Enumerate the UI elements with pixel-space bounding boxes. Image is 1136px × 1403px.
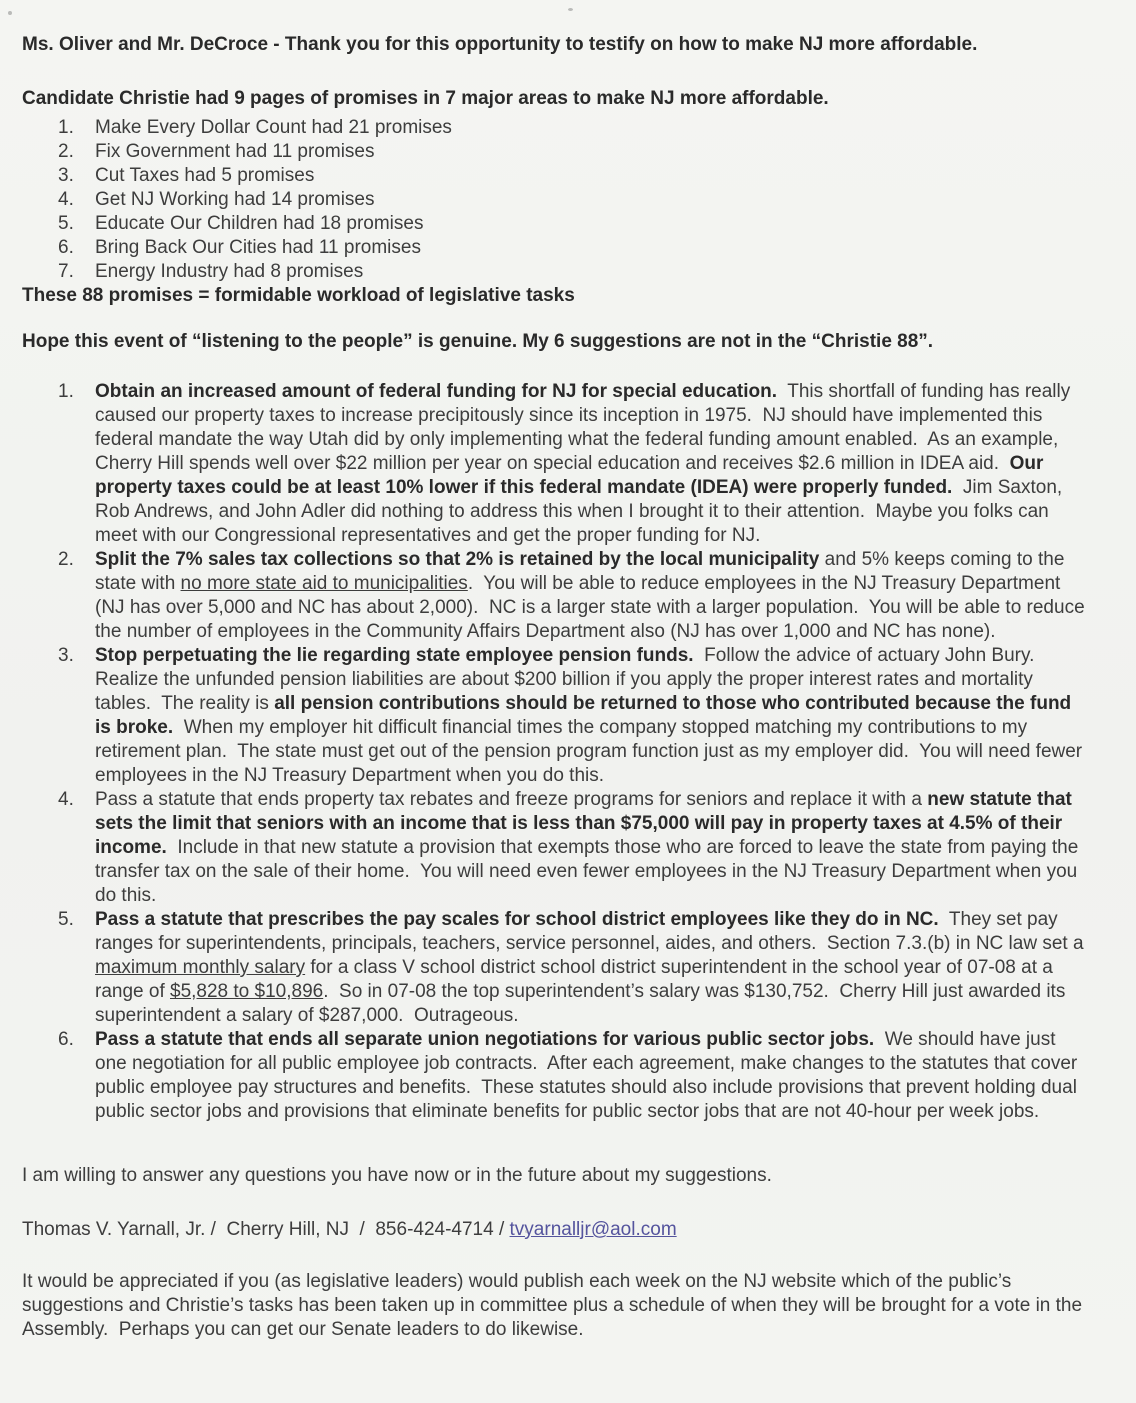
suggestion-item [22, 380, 1090, 548]
text-run: This shortfall of funding has really caused our property taxes to increase precipitously since its inception in 1975. NJ should have implemented this federal mandate the way Utah did by only implementing what the federal funding amount enabled. As an example, Cherry Hill spends well over $22 million per year on special education and receives $2.6 million in IDEA aid. [95, 381, 1076, 474]
promises-list-item [22, 188, 1090, 212]
suggestions-list [22, 380, 1090, 1124]
text-run: Pass a statute that ends all separate union negotiations for various public sector jobs. [95, 1029, 875, 1050]
list-number: 1. [58, 381, 74, 402]
suggestion-item [22, 788, 1090, 908]
list-number: 5. [58, 909, 74, 930]
suggestion-item [22, 908, 1090, 1028]
list-number: 2. [58, 141, 74, 162]
text-run: . So in 07-08 the top superintendent’s salary was $130,752. Cherry Hill just awarded its superintendent a salary of $287,000. Outrageous. [95, 981, 1071, 1026]
text-run: Include in that new statute a provision that exempts those who are forced to leave the state from paying the transfer tax on the sale of their home. You will need even fewer employees in the NJ Treasury Department when you do this. [95, 837, 1084, 906]
suggestion-text [95, 548, 1090, 644]
text-run: When my employer hit difficult financial times the company stopped matching my contributions to my retirement plan. The state must get out of the pension program function just as my employer did. You will need fewer employees in the NJ Treasury Department when you do this. [95, 717, 1088, 786]
promises-list-item [22, 116, 1090, 140]
text-run: Obtain an increased amount of federal funding for NJ for special education. [95, 381, 777, 402]
suggestion-text [95, 380, 1090, 548]
list-text: Cut Taxes had 5 promises [95, 165, 315, 186]
text-run: Split the 7% sales tax collections so that 2% is retained by the local municipality [95, 549, 820, 570]
text-run: Our property taxes could be at least 10% lower if this federal mandate (IDEA) were properly funded. [95, 453, 1049, 498]
promises-summary-line: These 88 promises = formidable workload of legislative tasks [22, 285, 575, 306]
hope-line: Hope this event of “listening to the people” is genuine. My 6 suggestions are not in the “Christie 88”. [22, 331, 934, 352]
promises-list-item [22, 164, 1090, 188]
list-number: 7. [58, 261, 74, 282]
promises-list-item [22, 260, 1090, 284]
list-text: Fix Government had 11 promises [95, 141, 375, 162]
list-text: Bring Back Our Cities had 11 promises [95, 237, 421, 258]
text-run: . You will be able to reduce employees in the NJ Treasury Department (NJ has over 5,000 and NC has about 2,000). NC is a larger state with a larger population. You will be able to reduce the number of employees in the Community Affairs Department also (NJ has over 1,000 and NC has none). [95, 573, 1090, 642]
text-run: new statute that sets the limit that seniors with an income that is less than $75,000 will pay in property taxes at 4.5% of their income. [95, 789, 1078, 858]
list-number: 4. [58, 789, 74, 810]
salutation-line: Ms. Oliver and Mr. DeCroce - Thank you for this opportunity to testify on how to make NJ more affordable. [22, 34, 978, 55]
promises-list [22, 116, 1090, 284]
text-run: Pass a statute that prescribes the pay scales for school district employees like they do in NC. [95, 909, 939, 930]
suggestion-item [22, 1028, 1090, 1124]
list-number: 3. [58, 645, 74, 666]
list-text: Energy Industry had 8 promises [95, 261, 364, 282]
suggestion-text [95, 908, 1090, 1028]
text-run: and 5% keeps coming to the state with [95, 549, 1070, 594]
text-run: Stop perpetuating the lie regarding state employee pension funds. [95, 645, 694, 666]
scan-artifact-dot [8, 11, 12, 15]
list-number: 6. [58, 1029, 74, 1050]
postscript-paragraph: It would be appreciated if you (as legislative leaders) would publish each week on the NJ website which of the public’s suggestions and Christie’s tasks has been taken up in committee plus a schedule of when they will be brought for a vote in the Assembly. Perhaps you can get our Senate leaders to do likewise. [22, 1271, 1087, 1340]
text-run: maximum monthly salary [95, 957, 306, 978]
list-number: 2. [58, 549, 74, 570]
list-number: 6. [58, 237, 74, 258]
email-link[interactable]: tvyarnalljr@aol.com [509, 1219, 677, 1240]
text-run: They set pay ranges for superintendents, principals, teachers, service personnel, aides, and others. Section 7.3.(b) in NC law set a [95, 909, 1089, 954]
promises-list-item [22, 140, 1090, 164]
list-number: 5. [58, 213, 74, 234]
promises-heading: Candidate Christie had 9 pages of promises in 7 major areas to make NJ more affordable. [22, 88, 829, 109]
suggestion-item [22, 548, 1090, 644]
list-number: 1. [58, 117, 74, 138]
promises-list-item [22, 212, 1090, 236]
list-number: 4. [58, 189, 74, 210]
list-text: Educate Our Children had 18 promises [95, 213, 424, 234]
text-run: all pension contributions should be returned to those who contributed because the fund is broke. [95, 693, 1077, 738]
promises-list-item [22, 236, 1090, 260]
list-text: Get NJ Working had 14 promises [95, 189, 375, 210]
suggestion-text [95, 788, 1090, 908]
text-run: Follow the advice of actuary John Bury. Realize the unfunded pension liabilities are about $200 billion if you apply the proper interest rates and mortality tables. The reality is [95, 645, 1040, 714]
text-run: Pass a statute that ends property tax rebates and freeze programs for seniors and replace it with a [95, 789, 928, 810]
list-number: 3. [58, 165, 74, 186]
closing-line: I am willing to answer any questions you have now or in the future about my suggestions. [22, 1165, 772, 1186]
text-run: Thomas V. Yarnall, Jr. / Cherry Hill, NJ / 856-424-4714 / [22, 1219, 510, 1240]
scan-artifact-dot [568, 8, 573, 11]
text-run: We should have just one negotiation for all public employee job contracts. After each agreement, make changes to the statutes that cover public employee pay structures and benefits. These statutes should also include provisions that prevent holding dual public sector jobs and provisions that eliminate benefits for public sector jobs that are not 40-hour per week jobs. [95, 1029, 1083, 1122]
suggestion-text [95, 1028, 1090, 1124]
suggestion-text [95, 644, 1090, 788]
scan-artifact-dot [525, 1230, 528, 1233]
text-run: $5,828 to $10,896 [170, 981, 324, 1002]
list-text: Make Every Dollar Count had 21 promises [95, 117, 452, 138]
contact-line [22, 1218, 1090, 1242]
suggestion-item [22, 644, 1090, 788]
text-run: for a class V school district school district superintendent in the school year of 07-08 at a range of [95, 957, 1059, 1002]
text-run: no more state aid to municipalities [180, 573, 468, 594]
text-run: Jim Saxton, Rob Andrews, and John Adler did nothing to address this when I brought it to their attention. Maybe you folks can meet with our Congressional representatives and get the proper funding for NJ. [95, 477, 1068, 546]
